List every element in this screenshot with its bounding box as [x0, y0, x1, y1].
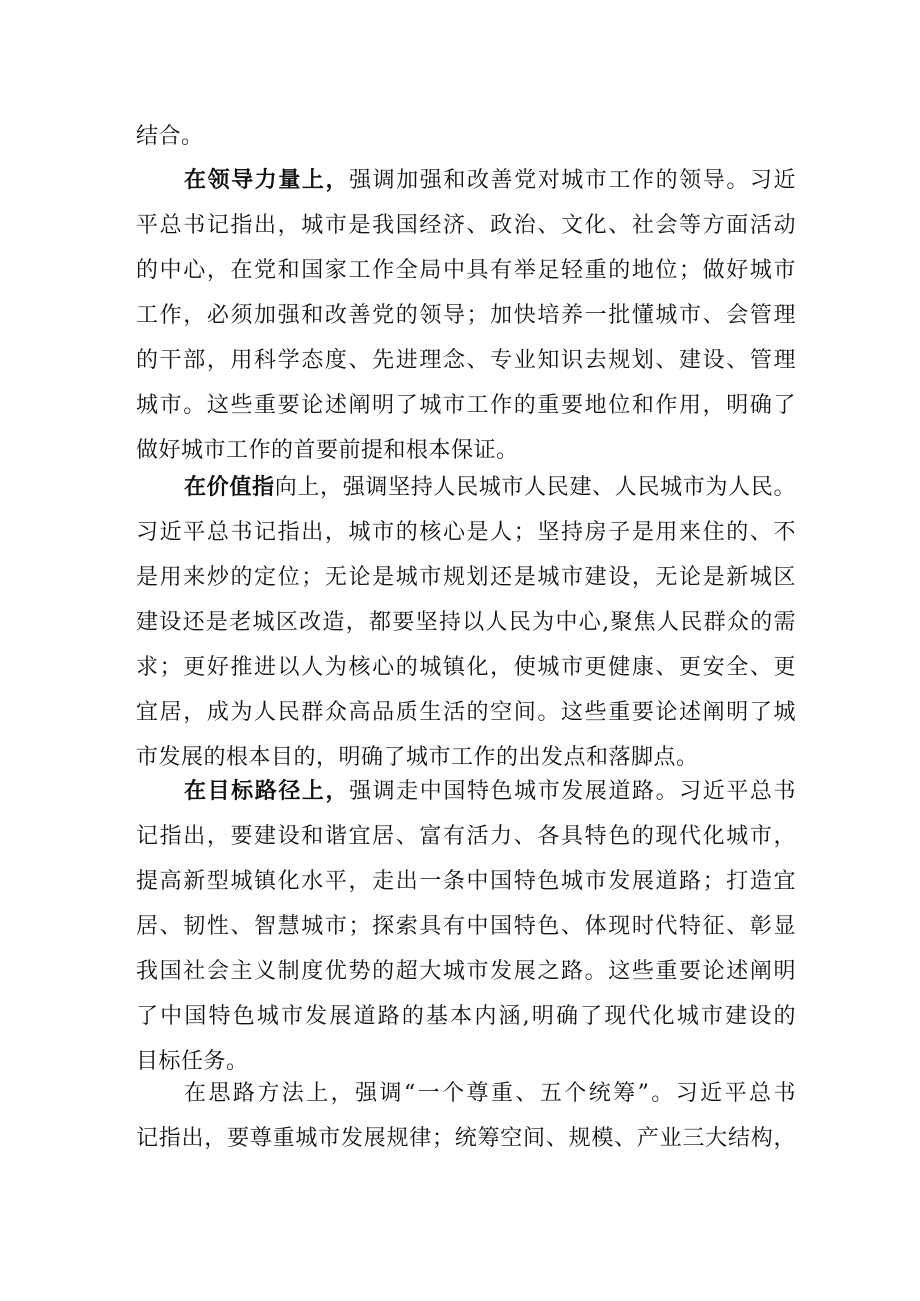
- text-line: [136, 158, 796, 203]
- text-line: 我国社会主义制度优势的超大城市发展之路。这些重要论述阐明: [136, 959, 796, 984]
- paragraph-values: [136, 465, 796, 780]
- text-line: 做好城市工作的首要前提和根本保证。: [136, 438, 519, 463]
- bold-lead: 在价值指: [184, 474, 275, 500]
- text-line: 宜居，成为人民群众高品质生活的空间。这些重要论述阐明了城: [136, 700, 796, 725]
- text-line: 记指出，要尊重城市发展规律；统筹空间、规模、产业三大结构，: [136, 1126, 796, 1151]
- text-line: 建设还是老城区改造，都要坚持以人民为中心,聚焦人民群众的需: [136, 610, 796, 635]
- text-line: 居、韧性、智慧城市；探索具有中国特色、体现时代特征、彰显: [136, 914, 796, 939]
- text-line: 城市。这些重要论述阐明了城市工作的重要地位和作用，明确了: [136, 393, 796, 418]
- text-line: 平总书记指出，城市是我国经济、政治、文化、社会等方面活动: [136, 213, 796, 238]
- text-line: 市发展的根本目的，明确了城市工作的出发点和落脚点。: [136, 745, 699, 770]
- text-line: 在思路方法上，强调“一个尊重、五个统筹”。习近平总书: [184, 1081, 796, 1106]
- paragraph-goals: [136, 769, 796, 1084]
- text-line-rest: 向上，强调坚持人民城市人民建、人民城市为人民。: [274, 475, 796, 500]
- text-line: 求；更好推进以人为核心的城镇化，使城市更健康、更安全、更: [136, 655, 796, 680]
- text-line: 的干部，用科学态度、先进理念、专业知识去规划、建设、管理: [136, 348, 796, 373]
- text-line: 是用来炒的定位；无论是城市规划还是城市建设，无论是新城区: [136, 565, 796, 590]
- text-line: [136, 465, 796, 510]
- text-line: 了中国特色城市发展道路的基本内涵,明确了现代化城市建设的: [136, 1004, 796, 1029]
- paragraph-methods: [136, 1071, 796, 1161]
- text-line: 目标任务。: [136, 1049, 249, 1074]
- text-line-rest: 强调走中国特色城市发展道路。习近平总书: [349, 779, 796, 804]
- text-line: 结合。: [136, 124, 204, 149]
- text-line: 的中心，在党和国家工作全局中具有举足轻重的地位；做好城市: [136, 258, 796, 283]
- paragraph-leadership: [136, 158, 796, 473]
- text-line: [136, 769, 796, 814]
- paragraph-continuation: [136, 114, 796, 159]
- text-line: 记指出，要建设和谐宜居、富有活力、各具特色的现代化城市，: [136, 824, 796, 849]
- bold-lead: 在目标路径上，: [184, 778, 350, 804]
- text-line: 习近平总书记指出，城市的核心是人；坚持房子是用来住的、不: [136, 520, 796, 545]
- bold-lead: 在领导力量上，: [184, 167, 350, 193]
- text-line: 工作，必须加强和改善党的领导；加快培养一批懂城市、会管理: [136, 303, 796, 328]
- text-line-rest: 强调加强和改善党对城市工作的领导。习近: [349, 168, 796, 193]
- text-line: 提高新型城镇化水平，走出一条中国特色城市发展道路；打造宜: [136, 869, 796, 894]
